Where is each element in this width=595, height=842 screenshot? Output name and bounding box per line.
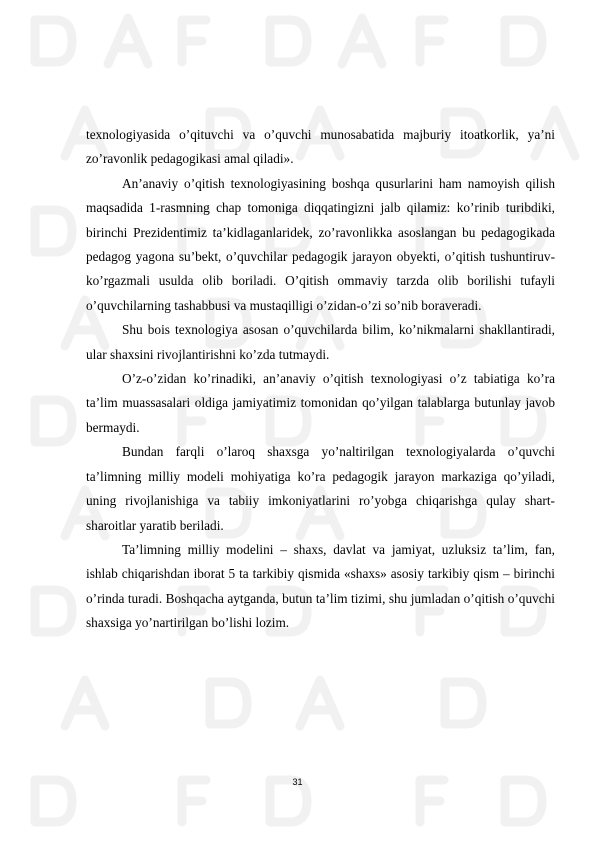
page-number: 31	[292, 777, 303, 787]
paragraph: O’z-o’zidan ko’rinadiki, an’anaviy o’qitish texnologiyasi o’z tabiatiga ko’ra ta’lim muassasalari oldiga jamiyatimiz tomonidan qo’yilgan talablarga butunlay javob bermaydi.	[86, 371, 555, 435]
paragraph: texnologiyasida o’qituvchi va o’quvchi munosabatida majburiy itoatkorlik, ya’ni zo’ravonlik pedagogikasi amal qiladi».	[86, 127, 555, 167]
document-body	[86, 123, 555, 636]
paragraph: Bundan farqli o’laroq shaxsga yo’naltirilgan texnologiyalarda o’quvchi ta’limning milliy modeli mohiyatiga ko’ra pedagogik jarayon markaziga qo’yiladi, uning rivojlanishiga va tabiiy imkoniyatlarini ro’yobga chiqarishga qulay shart-sharoitlar yaratib beriladi.	[86, 444, 555, 533]
paragraph: Ta’limning milliy modelini – shaxs, davlat va jamiyat, uzluksiz ta’lim, fan, ishlab chiqarishdan iborat 5 ta tarkibiy qismida «shaxs» asosiy tarkibiy qism – birinchi o’rinda turadi. Boshqacha aytganda, butun ta’lim tizimi, shu jumladan o’qitish o’quvchi shaxsiga yo’nartirilgan bo’lishi lozim.	[86, 541, 555, 631]
paragraph: An’anaviy o’qitish texnologiyasining boshqa qusurlarini ham namoyish qilish maqsadida 1-rasmning chap tomoniga diqqatingizni jalb qilamiz: ko’rinib turibdiki, birinchi Prezidentimiz ta’kidlaganlaridek, zo’ravonlikka asoslangan bu pedagogikada pedagog yagona su’bekt, o’quvchilar pedagogik jarayon obyekti, o’qitish tushuntiruv-ko’rgazmali usulda olib boriladi. O’qitish ommaviy tarzda olib borilishi tufayli o’quvchilarning tashabbusi va mustaqilligi o’zidan-o’zi so’nib boraveradi.	[86, 175, 555, 313]
paragraph: Shu bois texnologiya asosan o’quvchilarda bilim, ko’nikmalarni shakllantiradi, ular shaxsini rivojlantirishni ko’zda tutmaydi.	[86, 322, 555, 362]
